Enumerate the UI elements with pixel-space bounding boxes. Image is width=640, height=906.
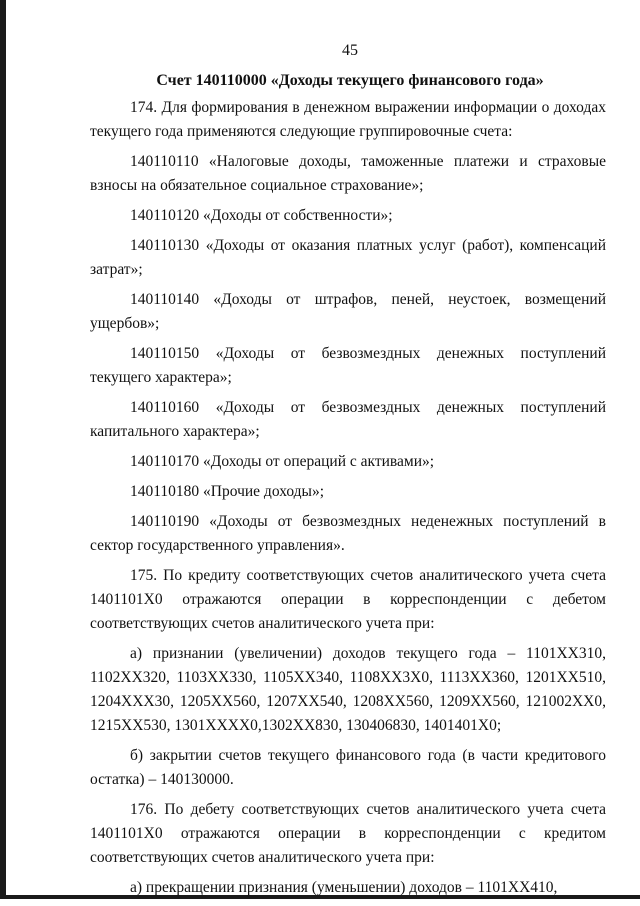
paragraph-176: 176. По дебету соответствующих счетов аналитического учета счета 1401101Х0 отражаются операции в корреспонденции с кредитом соответствующих счетов аналитического учета при: — [90, 801, 606, 866]
section-title: Счет 140110000 «Доходы текущего финансового года» — [156, 72, 544, 89]
paragraph-140110110: 140110110 «Налоговые доходы, таможенные платежи и страховые взносы на обязательное социальное страхование»; — [90, 153, 606, 194]
paragraph-140110150: 140110150 «Доходы от безвозмездных денежных поступлений текущего характера»; — [90, 345, 606, 386]
paragraph-140110120: 140110120 «Доходы от собственности»; — [130, 207, 393, 224]
paragraph-140110190: 140110190 «Доходы от безвозмездных неденежных поступлений в сектор государственного управления». — [90, 513, 606, 554]
paragraph-175-b: б) закрытии счетов текущего финансового года (в части кредитового остатка) – 140130000. — [90, 747, 606, 788]
paragraph-176-a: а) прекращении признания (уменьшении) доходов – 1101ХХ410, — [130, 879, 558, 896]
paragraph-175-a: а) признании (увеличении) доходов текущего года – 1101ХХ310, 1102ХХ320, 1103ХХ330, 1105ХХ340, 1108ХХ3Х0, 1113ХХ360, 1201ХХ510, 1204ХХХ30, 1205ХХ560, 1207ХХ540, 1208ХХ560, 1209ХХ560, 121002ХХ0, 1215ХХ530, 1301ХХХХ0,1302ХХ830, 130406830, 1401401Х0; — [90, 645, 606, 734]
scan-edge-left — [0, 0, 6, 899]
paragraph-140110160: 140110160 «Доходы от безвозмездных денежных поступлений капитального характера»; — [90, 399, 606, 440]
paragraph-140110130: 140110130 «Доходы от оказания платных услуг (работ), компенсаций затрат»; — [90, 237, 606, 278]
paragraph-140110140: 140110140 «Доходы от штрафов, пеней, неустоек, возмещений ущербов»; — [90, 291, 606, 332]
page-number: 45 — [342, 42, 358, 59]
paragraph-140110170: 140110170 «Доходы от операций с активами»; — [130, 453, 435, 470]
paragraph-174: 174. Для формирования в денежном выражении информации о доходах текущего года применяются следующие группировочные счета: — [90, 99, 606, 140]
document-body — [90, 96, 606, 906]
paragraph-140110180: 140110180 «Прочие доходы»; — [130, 483, 325, 500]
paragraph-175: 175. По кредиту соответствующих счетов аналитического учета счета 1401101Х0 отражаются операции в корреспонденции с дебетом соответствующих счетов аналитического учета при: — [90, 567, 606, 632]
